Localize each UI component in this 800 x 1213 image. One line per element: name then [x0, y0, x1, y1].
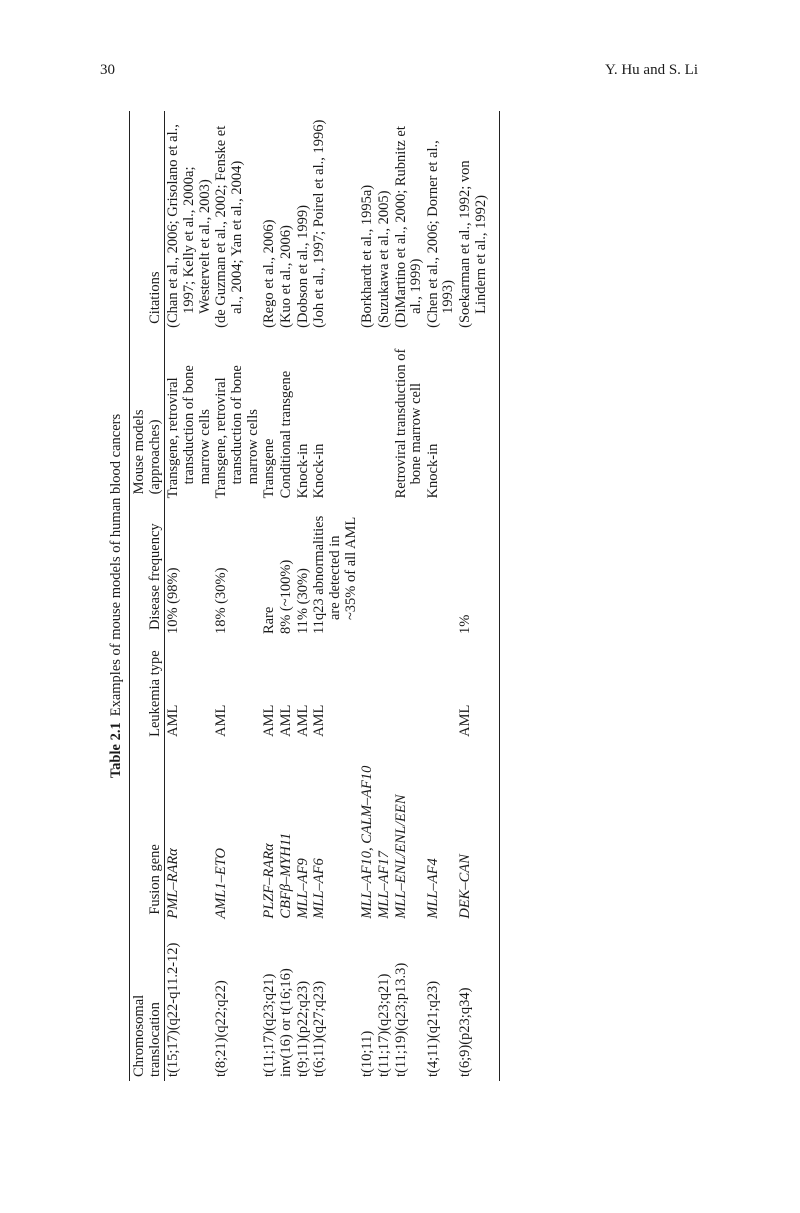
cell-fusion-gene-text: CBFβ–MYH11 — [277, 832, 294, 919]
table-row — [295, 111, 312, 1081]
table-title: Examples of mouse models of human blood cancers — [108, 413, 124, 717]
cell-disease-frequency — [425, 498, 457, 634]
cell-fusion-gene-text: MLL–ENL/ENL/EEN — [392, 794, 409, 919]
table-row — [278, 111, 295, 1081]
cell-citations — [359, 111, 376, 328]
cell-disease-frequency — [359, 498, 376, 634]
cell-citations-text: (Chan et al., 2006; Grisolano et al., 1997; Kelly et al., 2000a; Westervelt et al., 2003) — [165, 124, 213, 328]
cell-fusion-gene-text: PLZF–RARα — [261, 843, 278, 919]
cell-leukemia-type — [393, 634, 425, 741]
cell-translocation-text: t(9;11)(p22;q23) — [294, 980, 311, 1077]
cell-mouse-models-text: Knock-in — [311, 443, 328, 499]
cell-disease-frequency — [295, 498, 312, 634]
cell-disease-frequency — [311, 498, 359, 634]
cell-citations-text: (Kuo et al., 2006) — [277, 225, 294, 328]
cell-disease-frequency-text: 1% — [457, 614, 474, 635]
cell-disease-frequency-text: 11% (30%) — [294, 568, 311, 635]
cell-translocation — [376, 919, 393, 1081]
cell-translocation — [165, 919, 213, 1081]
cell-mouse-models — [261, 328, 278, 499]
cell-fusion-gene — [359, 741, 376, 919]
cell-leukemia-type-text: AML — [261, 704, 278, 737]
cell-fusion-gene-text: MLL–AF17 — [375, 850, 392, 919]
cell-mouse-models-text: Knock-in — [294, 443, 311, 499]
cell-mouse-models — [457, 328, 500, 499]
cell-citations-text: (DiMartino et al., 2000; Rubnitz et al., 1999) — [392, 126, 425, 328]
cell-disease-frequency-text: 8% (~100%) — [277, 559, 294, 635]
cell-leukemia-type-text: AML — [277, 704, 294, 737]
cell-translocation-text: t(11;17)(q23;q21) — [261, 973, 278, 1077]
table-row — [311, 111, 359, 1081]
cell-citations-text: (Dobson et al., 1999) — [294, 205, 311, 328]
cell-fusion-gene-text: MLL–AF10, CALM–AF10 — [359, 765, 376, 919]
cell-mouse-models — [359, 328, 376, 499]
cell-fusion-gene — [376, 741, 393, 919]
cell-fusion-gene — [261, 741, 278, 919]
cell-mouse-models — [425, 328, 457, 499]
cell-citations-text: (Chen et al., 2006; Dorner et al., 1993) — [424, 140, 457, 328]
cell-mouse-models-text: Knock-in — [424, 443, 441, 499]
cell-leukemia-type — [311, 634, 359, 741]
cell-mouse-models — [376, 328, 393, 499]
table-label: Table 2.1 — [108, 722, 124, 779]
cell-fusion-gene-text: DEK–CAN — [457, 854, 474, 919]
cell-mouse-models-text: Transgene, retroviral transduction of bone marrow cells — [213, 365, 261, 499]
header-leukemia-type: Leukemia type — [130, 634, 165, 741]
cell-translocation — [359, 919, 376, 1081]
cell-mouse-models-text: Transgene — [261, 438, 278, 499]
cell-fusion-gene — [393, 741, 425, 919]
cell-leukemia-type — [165, 634, 213, 741]
cell-disease-frequency — [165, 498, 213, 634]
cell-translocation-text: t(10;11) — [359, 1030, 376, 1077]
cell-translocation-text: t(8;21)(q22;q22) — [213, 980, 230, 1077]
cell-disease-frequency-text: 10% (98%) — [165, 567, 182, 635]
cell-citations-text: (Soekarman et al., 1992; von Lindern et al., 1992) — [457, 160, 489, 328]
cell-leukemia-type-text: AML — [165, 704, 182, 737]
page-number: 30 — [100, 62, 115, 78]
table-row — [359, 111, 376, 1081]
cell-mouse-models-text: Transgene, retroviral transduction of bone marrow cells — [165, 365, 213, 499]
header-citations: Citations — [130, 111, 165, 328]
cell-disease-frequency — [213, 498, 261, 634]
cell-mouse-models — [165, 328, 213, 499]
cell-translocation-text: t(4;11)(q21;q23) — [424, 980, 441, 1077]
cell-mouse-models — [393, 328, 425, 499]
cell-disease-frequency-text: 11q23 abnormalities are detected in ~35% of all AML — [311, 515, 359, 635]
cell-citations — [213, 111, 261, 328]
cell-mouse-models — [311, 328, 359, 499]
table-row — [457, 111, 500, 1081]
table-row — [213, 111, 261, 1081]
cell-fusion-gene-text: MLL–AF4 — [424, 858, 441, 919]
running-head-authors: Y. Hu and S. Li — [604, 62, 698, 78]
rotated-table-block — [108, 111, 653, 1081]
cell-fusion-gene — [278, 741, 295, 919]
table-row — [393, 111, 425, 1081]
cell-mouse-models — [295, 328, 312, 499]
cell-fusion-gene — [295, 741, 312, 919]
cell-leukemia-type — [359, 634, 376, 741]
table-row — [425, 111, 457, 1081]
cell-citations — [165, 111, 213, 328]
cell-fusion-gene — [425, 741, 457, 919]
table-row — [165, 111, 213, 1081]
header-mouse-models: Mouse models (approaches) — [130, 328, 165, 499]
cell-leukemia-type-text: AML — [457, 704, 474, 737]
cell-leukemia-type-text: AML — [311, 704, 328, 737]
cell-mouse-models-text: Conditional transgene — [277, 370, 294, 499]
cell-translocation — [213, 919, 261, 1081]
table-caption — [108, 111, 125, 1081]
cell-disease-frequency-text: 18% (30%) — [213, 567, 230, 635]
cell-fusion-gene — [311, 741, 359, 919]
cell-translocation-text: t(6;11)(q27;q23) — [311, 980, 328, 1077]
cell-leukemia-type — [376, 634, 393, 741]
header-disease-frequency: Disease frequency — [130, 498, 165, 634]
cell-fusion-gene — [213, 741, 261, 919]
cell-citations — [393, 111, 425, 328]
cell-fusion-gene-text: AML1–ETO — [213, 848, 230, 919]
header-translocation: Chromosomal translocation — [130, 919, 165, 1081]
cell-leukemia-type — [425, 634, 457, 741]
cell-leukemia-type-text: AML — [213, 704, 230, 737]
cell-translocation — [295, 919, 312, 1081]
table-row — [376, 111, 393, 1081]
cell-disease-frequency-text: Rare — [261, 606, 278, 635]
cell-translocation-text: t(11;17)(q23;q21) — [375, 973, 392, 1077]
table-header-row — [130, 111, 165, 1081]
cell-leukemia-type-text: AML — [294, 704, 311, 737]
cell-mouse-models-text: Retroviral transduction of bone marrow cell — [392, 348, 425, 499]
header-fusion-gene: Fusion gene — [130, 741, 165, 919]
cell-fusion-gene-text: MLL–AF6 — [311, 858, 328, 919]
cell-leukemia-type — [261, 634, 278, 741]
cell-translocation — [261, 919, 278, 1081]
cell-citations-text: (Rego et al., 2006) — [261, 219, 278, 328]
cell-translocation — [278, 919, 295, 1081]
cell-leukemia-type — [278, 634, 295, 741]
cell-citations — [295, 111, 312, 328]
cell-mouse-models — [213, 328, 261, 499]
cell-disease-frequency — [278, 498, 295, 634]
mouse-models-table — [129, 111, 500, 1081]
cell-citations — [457, 111, 500, 328]
cell-citations-text: (Borkhardt et al., 1995a) — [359, 184, 376, 328]
cell-translocation-text: t(15;17)(q22-q11.2-12) — [165, 942, 182, 1077]
cell-citations — [261, 111, 278, 328]
cell-translocation — [457, 919, 500, 1081]
cell-disease-frequency — [457, 498, 500, 634]
cell-translocation — [393, 919, 425, 1081]
cell-leukemia-type — [295, 634, 312, 741]
cell-citations-text: (Joh et al., 1997; Poirel et al., 1996) — [311, 119, 328, 328]
cell-fusion-gene-text: PML–RARα — [165, 848, 182, 919]
cell-citations — [311, 111, 359, 328]
cell-translocation-text: t(6;9)(p23;q34) — [457, 987, 474, 1077]
cell-disease-frequency — [261, 498, 278, 634]
cell-leukemia-type — [213, 634, 261, 741]
cell-translocation — [425, 919, 457, 1081]
table-row — [261, 111, 278, 1081]
cell-mouse-models — [278, 328, 295, 499]
cell-citations-text: (de Guzman et al., 2002; Fenske et al., 2004; Yan et al., 2004) — [213, 125, 245, 328]
cell-translocation — [311, 919, 359, 1081]
cell-fusion-gene-text: MLL–AF9 — [294, 858, 311, 919]
cell-leukemia-type — [457, 634, 500, 741]
cell-translocation-text: t(11;19)(q23;p13.3) — [392, 962, 409, 1077]
cell-disease-frequency — [393, 498, 425, 634]
cell-translocation-text: inv(16) or t(16;16) — [277, 968, 294, 1077]
cell-fusion-gene — [457, 741, 500, 919]
cell-citations — [425, 111, 457, 328]
cell-citations — [278, 111, 295, 328]
cell-citations-text: (Suzukawa et al., 2005) — [375, 190, 392, 328]
cell-fusion-gene — [165, 741, 213, 919]
cell-citations — [376, 111, 393, 328]
cell-disease-frequency — [376, 498, 393, 634]
